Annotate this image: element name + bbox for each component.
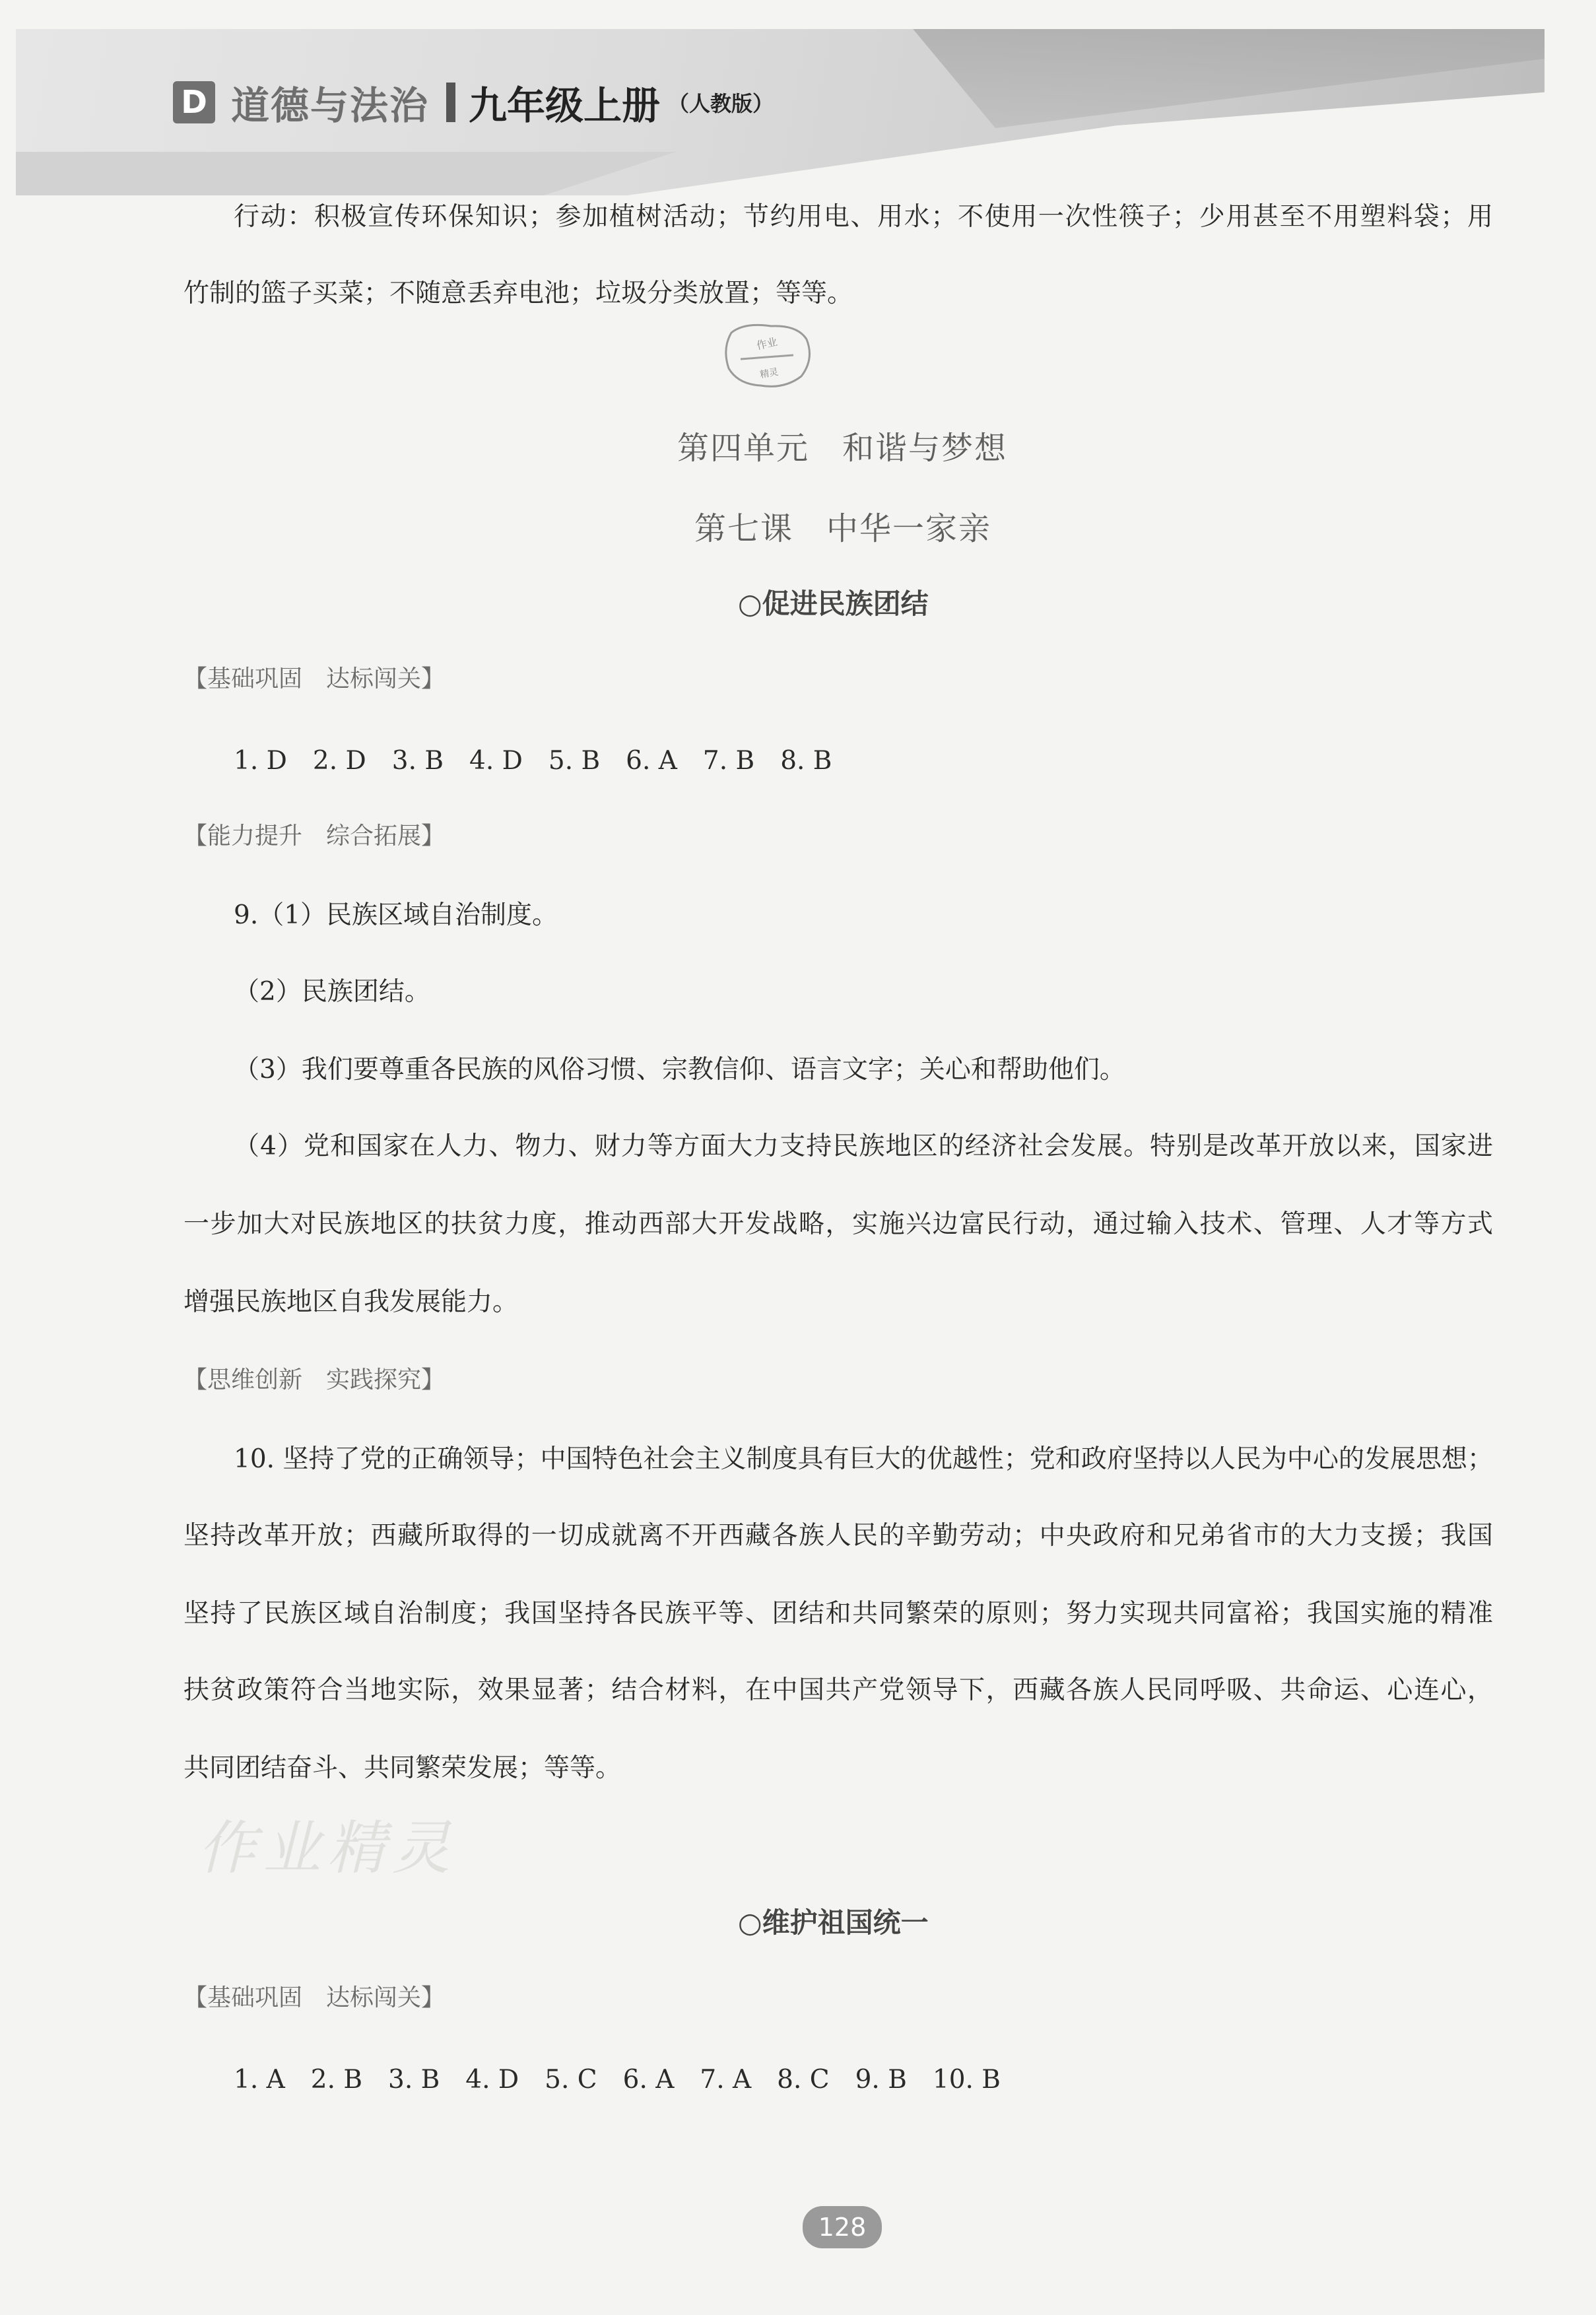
grade-label: 九年级上册 bbox=[469, 83, 661, 128]
section-1-tag-basic: 【基础巩固 达标闯关】 bbox=[183, 665, 446, 692]
subject-name: 道德与法治 bbox=[231, 83, 430, 128]
q9-part-3: （3）我们要尊重各民族的风俗习惯、宗教信仰、语言文字；关心和帮助他们。 bbox=[234, 1055, 1125, 1085]
q9-part-4-line-1: （4）党和国家在人力、物力、财力等方面大力支持民族地区的经济社会发展。特别是改革开放以来，国家进 bbox=[234, 1131, 1493, 1161]
edition-label: （人教版） bbox=[668, 91, 774, 116]
lesson-title: 第七课 中华一家亲 bbox=[694, 510, 992, 547]
svg-text:精灵: 精灵 bbox=[759, 366, 780, 381]
q10-line-5: 共同团结奋斗、共同繁荣发展；等等。 bbox=[183, 1753, 622, 1783]
section-1-answers-basic: 1. D 2. D 3. B 4. D 5. B 6. A 7. B 8. B bbox=[234, 746, 832, 776]
running-header bbox=[173, 74, 774, 131]
q9-part-4-line-2: 一步加大对民族地区的扶贫力度，推动西部大开发战略，实施兴边富民行动，通过输入技术、管理、人才等方式 bbox=[183, 1209, 1493, 1239]
q10-line-3: 坚持了民族区域自治制度；我国坚持各民族平等、团结和共同繁荣的原则；努力实现共同富裕；我国实施的精准 bbox=[183, 1599, 1493, 1628]
q10-line-4: 扶贫政策符合当地实际，效果显著；结合材料，在中国共产党领导下，西藏各族人民同呼吸、共命运、心连心， bbox=[183, 1675, 1493, 1705]
section-1-title: ○促进民族团结 bbox=[738, 587, 929, 620]
section-2-title: ○维护祖国统一 bbox=[738, 1906, 929, 1939]
q10-line-1: 10. 坚持了党的正确领导；中国特色社会主义制度具有巨大的优越性；党和政府坚持以人民为中心的发展思想； bbox=[234, 1444, 1493, 1474]
watermark: 作业精灵 bbox=[198, 1814, 457, 1882]
intro-line-2: 竹制的篮子买菜；不随意丢弃电池；垃圾分类放置；等等。 bbox=[183, 279, 853, 308]
section-2-answers-basic: 1. A 2. B 3. B 4. D 5. C 6. A 7. A 8. C 9. B 10. B bbox=[234, 2065, 1001, 2095]
unit-title: 第四单元 和谐与梦想 bbox=[677, 430, 1008, 467]
section-2-tag-basic: 【基础巩固 达标闯关】 bbox=[183, 1984, 446, 2011]
intro-line-1: 行动：积极宣传环保知识；参加植树活动；节约用电、用水；不使用一次性筷子；少用甚至不用塑料袋；用 bbox=[234, 202, 1493, 232]
header-divider bbox=[446, 83, 455, 122]
svg-text:作业: 作业 bbox=[755, 335, 779, 352]
q9-part-4-line-3: 增强民族地区自我发展能力。 bbox=[183, 1287, 519, 1317]
page-number: 128 bbox=[803, 2206, 882, 2248]
q9-part-1: 9.（1）民族区域自治制度。 bbox=[234, 900, 558, 930]
section-1-tag-thinking: 【思维创新 实践探究】 bbox=[183, 1366, 446, 1393]
stamp-logo-icon bbox=[718, 319, 817, 393]
section-1-tag-ability: 【能力提升 综合拓展】 bbox=[183, 822, 446, 850]
q10-line-2: 坚持改革开放；西藏所取得的一切成就离不开西藏各族人民的辛勤劳动；中央政府和兄弟省市的大力支援；我国 bbox=[183, 1521, 1493, 1551]
subject-badge: D bbox=[173, 81, 215, 123]
q9-part-2: （2）民族团结。 bbox=[234, 977, 430, 1007]
